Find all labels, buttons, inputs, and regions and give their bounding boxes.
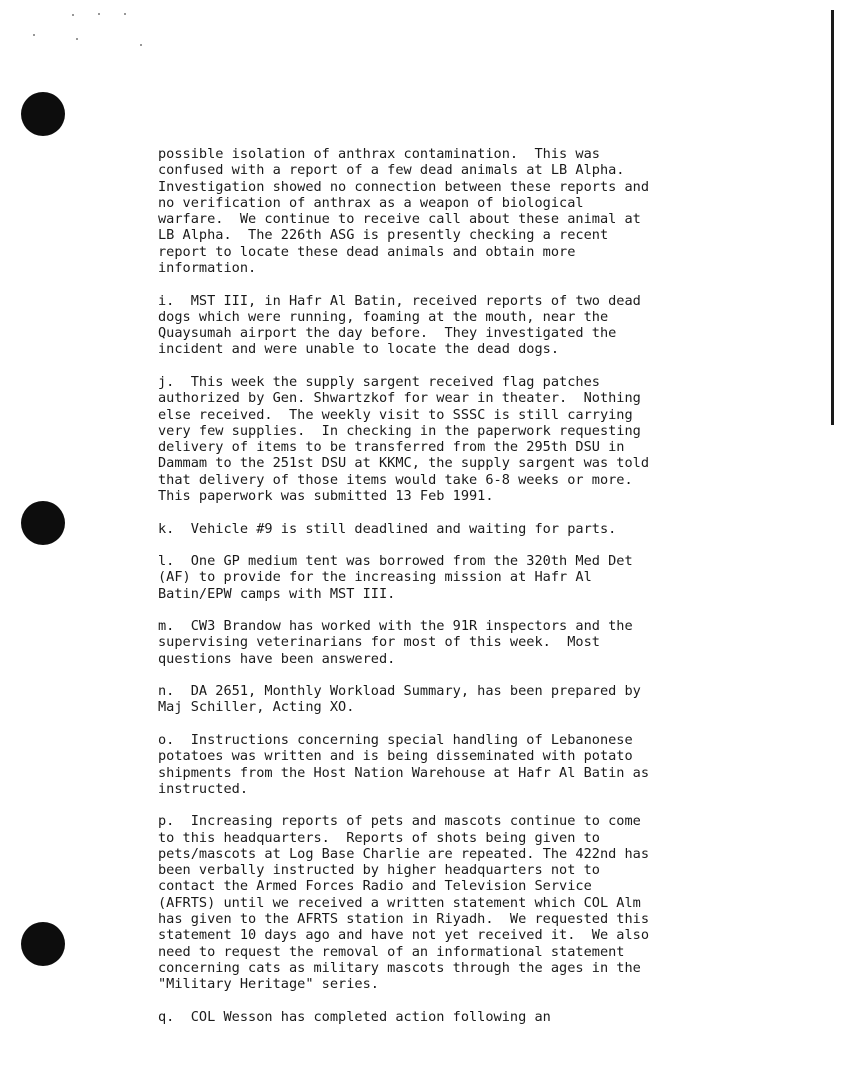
- paragraph-n: [158, 683, 818, 716]
- text-line: delivery of items to be transferred from the 295th DSU in: [158, 439, 625, 456]
- text-line: potatoes was written and is being disseminated with potato: [158, 748, 633, 765]
- text-line: confused with a report of a few dead animals at LB Alpha.: [158, 162, 625, 179]
- paragraph-m: [158, 618, 818, 667]
- text-line: Batin/EPW camps with MST III.: [158, 585, 396, 602]
- paragraph-p: [158, 813, 818, 992]
- text-line: (AFRTS) until we received a written statement which COL Alm: [158, 894, 641, 911]
- scan-speck: [140, 44, 142, 46]
- text-line: statement 10 days ago and have not yet received it. We also: [158, 927, 650, 944]
- text-line: report to locate these dead animals and obtain more: [158, 243, 576, 260]
- text-line: dogs which were running, foaming at the mouth, near the: [158, 308, 609, 325]
- text-line: been verbally instructed by higher headquarters not to: [158, 862, 600, 879]
- text-line: contact the Armed Forces Radio and Television Service: [158, 878, 592, 895]
- text-line: Investigation showed no connection between these reports and: [158, 178, 650, 195]
- text-line: "Military Heritage" series.: [158, 976, 379, 993]
- scan-speck: [33, 34, 35, 36]
- text-line: l. One GP medium tent was borrowed from the 320th Med Det: [158, 552, 633, 569]
- binder-hole-top: [21, 92, 65, 136]
- paragraph-k: [158, 521, 818, 537]
- text-line: Dammam to the 251st DSU at KKMC, the supply sargent was told: [158, 455, 650, 472]
- text-line: This paperwork was submitted 13 Feb 1991.: [158, 488, 494, 505]
- text-line: o. Instructions concerning special handling of Lebanonese: [158, 731, 633, 748]
- text-line: k. Vehicle #9 is still deadlined and waiting for parts.: [158, 520, 617, 537]
- binder-hole-middle: [21, 501, 65, 545]
- text-line: n. DA 2651, Monthly Workload Summary, has been prepared by: [158, 683, 641, 700]
- text-line: instructed.: [158, 780, 249, 797]
- text-line: no verification of anthrax as a weapon of biological: [158, 194, 584, 211]
- document-body: [158, 146, 818, 1041]
- text-line: p. Increasing reports of pets and mascots continue to come: [158, 813, 641, 830]
- text-line: Quaysumah airport the day before. They investigated the: [158, 325, 617, 342]
- text-line: j. This week the supply sargent received flag patches: [158, 373, 600, 390]
- text-line: Maj Schiller, Acting XO.: [158, 699, 355, 716]
- text-line: very few supplies. In checking in the paperwork requesting: [158, 422, 641, 439]
- text-line: need to request the removal of an informational statement: [158, 943, 625, 960]
- scan-speck: [124, 13, 126, 15]
- scan-speck: [76, 38, 78, 40]
- text-line: i. MST III, in Hafr Al Batin, received reports of two dead: [158, 292, 641, 309]
- text-line: shipments from the Host Nation Warehouse at Hafr Al Batin as: [158, 764, 650, 781]
- paragraph-q: [158, 1009, 818, 1025]
- text-line: that delivery of those items would take 6-8 weeks or more.: [158, 471, 633, 488]
- text-line: questions have been answered.: [158, 650, 396, 667]
- paragraph-o: [158, 732, 818, 797]
- text-line: incident and were unable to locate the dead dogs.: [158, 341, 560, 358]
- text-line: possible isolation of anthrax contamination. This was: [158, 146, 600, 162]
- text-line: to this headquarters. Reports of shots being given to: [158, 829, 600, 846]
- text-line: has given to the AFRTS station in Riyadh. We requested this: [158, 911, 650, 928]
- binder-hole-bottom: [21, 922, 65, 966]
- paragraph-i: [158, 293, 818, 358]
- paragraph-intro: [158, 146, 818, 276]
- paragraph-j: [158, 374, 818, 504]
- paragraph-l: [158, 553, 818, 602]
- text-line: (AF) to provide for the increasing mission at Hafr Al: [158, 569, 592, 586]
- scan-speck: [72, 14, 74, 16]
- text-line: information.: [158, 260, 257, 277]
- text-line: else received. The weekly visit to SSSC is still carrying: [158, 406, 633, 423]
- text-line: m. CW3 Brandow has worked with the 91R inspectors and the: [158, 618, 633, 635]
- text-line: authorized by Gen. Shwartzkof for wear in theater. Nothing: [158, 390, 641, 407]
- text-line: pets/mascots at Log Base Charlie are repeated. The 422nd has: [158, 845, 650, 862]
- scan-speck: [98, 13, 100, 15]
- text-line: supervising veterinarians for most of this week. Most: [158, 634, 600, 651]
- text-line: LB Alpha. The 226th ASG is presently checking a recent: [158, 227, 609, 244]
- text-line: warfare. We continue to receive call about these animal at: [158, 211, 641, 228]
- text-line: q. COL Wesson has completed action following an: [158, 1008, 551, 1025]
- scan-edge-line: [831, 10, 834, 425]
- text-line: concerning cats as military mascots through the ages in the: [158, 959, 641, 976]
